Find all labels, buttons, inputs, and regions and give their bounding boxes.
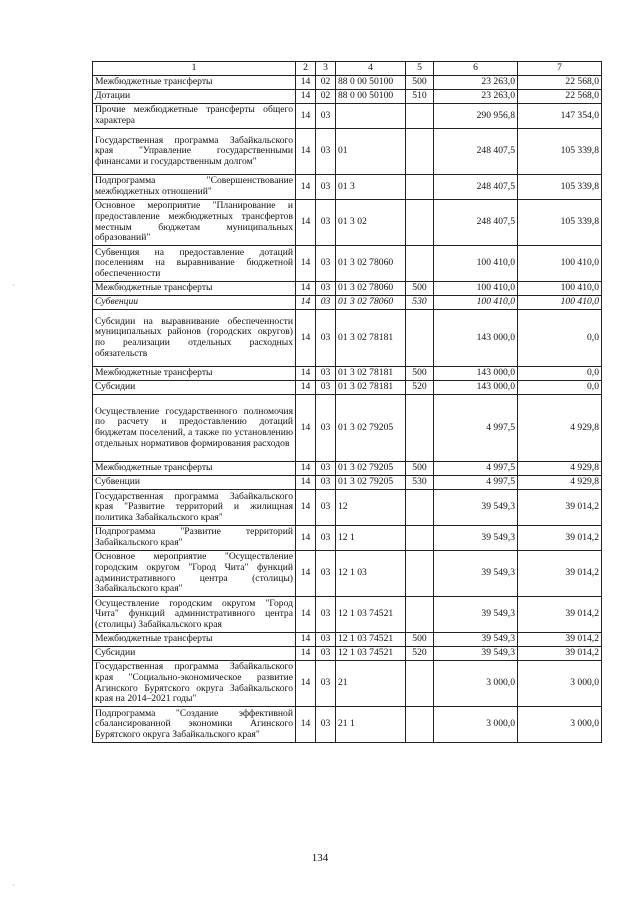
margin-mark: · xyxy=(12,880,15,890)
table-row xyxy=(93,395,602,462)
table-row xyxy=(93,551,602,597)
cell-subsection: 03 xyxy=(316,597,336,633)
cell-subsection: 03 xyxy=(316,282,336,296)
cell-target-article: 12 1 03 74521 xyxy=(336,633,406,647)
cell-name: Субвенция на предоставление дотаций поселениям на выравнивание бюджетной обеспеченности xyxy=(93,246,296,282)
header-col-6: 6 xyxy=(434,62,518,76)
cell-name: Дотации xyxy=(93,90,296,104)
cell-subsection: 03 xyxy=(316,633,336,647)
cell-name: Государственная программа Забайкальского края "Социально-экономическое развитие Агинского Бурятского округа Забайкальского края на 2014–2021 годы" xyxy=(93,661,296,707)
cell-amount-year-2: 22 568,0 xyxy=(518,76,602,90)
cell-expense-type: 510 xyxy=(406,90,434,104)
table-row xyxy=(93,282,602,296)
cell-section: 14 xyxy=(296,633,316,647)
cell-amount-year-2: 4 929,8 xyxy=(518,462,602,476)
cell-amount-year-1: 4 997,5 xyxy=(434,476,518,490)
cell-amount-year-1: 100 410,0 xyxy=(434,246,518,282)
cell-amount-year-2: 105 339,8 xyxy=(518,175,602,200)
cell-expense-type xyxy=(406,175,434,200)
cell-target-article: 01 3 02 78181 xyxy=(336,381,406,395)
cell-section: 14 xyxy=(296,310,316,367)
cell-subsection: 03 xyxy=(316,200,336,246)
cell-amount-year-1: 143 000,0 xyxy=(434,381,518,395)
cell-expense-type: 530 xyxy=(406,296,434,310)
cell-subsection: 03 xyxy=(316,310,336,367)
cell-amount-year-2: 0,0 xyxy=(518,381,602,395)
cell-target-article: 21 1 xyxy=(336,707,406,743)
cell-name: Субвенции xyxy=(93,296,296,310)
table-header-row xyxy=(93,62,602,76)
cell-amount-year-2: 105 339,8 xyxy=(518,129,602,175)
cell-name: Основное мероприятие "Планирование и предоставление межбюджетных трансфертов местным бюджетам муниципальных образований" xyxy=(93,200,296,246)
cell-name: Подпрограмма "Совершенствование межбюджетных отношений" xyxy=(93,175,296,200)
table-row xyxy=(93,597,602,633)
cell-subsection: 03 xyxy=(316,381,336,395)
cell-expense-type xyxy=(406,551,434,597)
cell-section: 14 xyxy=(296,296,316,310)
cell-amount-year-1: 143 000,0 xyxy=(434,367,518,381)
cell-expense-type: 500 xyxy=(406,367,434,381)
cell-amount-year-1: 100 410,0 xyxy=(434,296,518,310)
cell-amount-year-1: 248 407,5 xyxy=(434,175,518,200)
cell-subsection: 03 xyxy=(316,462,336,476)
cell-expense-type: 520 xyxy=(406,647,434,661)
table-row xyxy=(93,76,602,90)
cell-amount-year-1: 23 263,0 xyxy=(434,90,518,104)
cell-amount-year-2: 39 014,2 xyxy=(518,647,602,661)
cell-amount-year-1: 4 997,5 xyxy=(434,462,518,476)
table-row xyxy=(93,661,602,707)
cell-name: Межбюджетные трансферты xyxy=(93,462,296,476)
cell-section: 14 xyxy=(296,661,316,707)
cell-amount-year-1: 100 410,0 xyxy=(434,282,518,296)
cell-amount-year-2: 39 014,2 xyxy=(518,551,602,597)
cell-section: 14 xyxy=(296,175,316,200)
cell-subsection: 03 xyxy=(316,175,336,200)
cell-name: Государственная программа Забайкальского края "Управление государственными финансами и государственным долгом" xyxy=(93,129,296,175)
cell-amount-year-1: 39 549,3 xyxy=(434,490,518,526)
page-number: 134 xyxy=(311,852,329,864)
cell-target-article: 01 3 02 79205 xyxy=(336,462,406,476)
table-row xyxy=(93,476,602,490)
cell-expense-type xyxy=(406,490,434,526)
header-col-3: 3 xyxy=(316,62,336,76)
cell-amount-year-1: 39 549,3 xyxy=(434,526,518,551)
cell-subsection: 03 xyxy=(316,129,336,175)
cell-subsection: 03 xyxy=(316,104,336,129)
cell-target-article: 01 3 02 79205 xyxy=(336,476,406,490)
cell-expense-type: 520 xyxy=(406,381,434,395)
cell-subsection: 03 xyxy=(316,296,336,310)
cell-amount-year-2: 105 339,8 xyxy=(518,200,602,246)
cell-amount-year-2: 147 354,0 xyxy=(518,104,602,129)
cell-target-article: 12 xyxy=(336,490,406,526)
cell-target-article: 21 xyxy=(336,661,406,707)
cell-amount-year-2: 22 568,0 xyxy=(518,90,602,104)
cell-expense-type xyxy=(406,597,434,633)
cell-section: 14 xyxy=(296,395,316,462)
header-col-5: 5 xyxy=(406,62,434,76)
cell-expense-type: 500 xyxy=(406,633,434,647)
table-row xyxy=(93,490,602,526)
cell-amount-year-2: 100 410,0 xyxy=(518,296,602,310)
cell-subsection: 03 xyxy=(316,526,336,551)
cell-section: 14 xyxy=(296,246,316,282)
cell-amount-year-2: 0,0 xyxy=(518,367,602,381)
cell-expense-type xyxy=(406,707,434,743)
cell-target-article: 12 1 03 xyxy=(336,551,406,597)
cell-expense-type xyxy=(406,395,434,462)
cell-section: 14 xyxy=(296,490,316,526)
cell-name: Подпрограмма "Развитие территорий Забайкальского края" xyxy=(93,526,296,551)
cell-section: 14 xyxy=(296,90,316,104)
cell-expense-type: 500 xyxy=(406,462,434,476)
cell-amount-year-2: 0,0 xyxy=(518,310,602,367)
cell-amount-year-1: 23 263,0 xyxy=(434,76,518,90)
cell-subsection: 02 xyxy=(316,90,336,104)
header-col-7: 7 xyxy=(518,62,602,76)
cell-name: Субсидии на выравнивание обеспеченности муниципальных районов (городских округов) по реализации отдельных расходных обязательств xyxy=(93,310,296,367)
cell-section: 14 xyxy=(296,647,316,661)
cell-target-article xyxy=(336,104,406,129)
cell-target-article: 01 3 02 78181 xyxy=(336,310,406,367)
cell-amount-year-1: 3 000,0 xyxy=(434,707,518,743)
cell-subsection: 03 xyxy=(316,661,336,707)
cell-target-article: 01 3 02 78060 xyxy=(336,246,406,282)
cell-amount-year-2: 39 014,2 xyxy=(518,490,602,526)
cell-name: Осуществление городским округом "Город Чита" функций административного центра (столицы) Забайкальского края xyxy=(93,597,296,633)
cell-name: Основное мероприятие "Осуществление городским округом "Город Чита" функций административного центра (столицы) Забайкальского края" xyxy=(93,551,296,597)
budget-table xyxy=(92,61,602,743)
cell-target-article: 88 0 00 50100 xyxy=(336,76,406,90)
cell-section: 14 xyxy=(296,282,316,296)
cell-amount-year-1: 39 549,3 xyxy=(434,597,518,633)
cell-name: Подпрограмма "Создание эффективной сбалансированной экономики Агинского Бурятского округа Забайкальского края" xyxy=(93,707,296,743)
cell-target-article: 01 3 02 78060 xyxy=(336,296,406,310)
cell-subsection: 03 xyxy=(316,395,336,462)
cell-expense-type xyxy=(406,129,434,175)
cell-target-article: 12 1 xyxy=(336,526,406,551)
cell-expense-type xyxy=(406,661,434,707)
cell-amount-year-2: 3 000,0 xyxy=(518,661,602,707)
cell-section: 14 xyxy=(296,104,316,129)
cell-expense-type xyxy=(406,526,434,551)
cell-expense-type: 500 xyxy=(406,282,434,296)
cell-amount-year-1: 39 549,3 xyxy=(434,633,518,647)
cell-name: Межбюджетные трансферты xyxy=(93,76,296,90)
cell-expense-type xyxy=(406,104,434,129)
cell-name: Государственная программа Забайкальского края "Развитие территорий и жилищная политика Забайкальского края" xyxy=(93,490,296,526)
cell-amount-year-2: 39 014,2 xyxy=(518,526,602,551)
cell-section: 14 xyxy=(296,476,316,490)
cell-amount-year-1: 248 407,5 xyxy=(434,129,518,175)
cell-expense-type xyxy=(406,200,434,246)
cell-subsection: 03 xyxy=(316,551,336,597)
cell-name: Субвенции xyxy=(93,476,296,490)
table-row xyxy=(93,647,602,661)
cell-name: Прочие межбюджетные трансферты общего характера xyxy=(93,104,296,129)
table-row xyxy=(93,367,602,381)
cell-amount-year-1: 290 956,8 xyxy=(434,104,518,129)
cell-name: Субсидии xyxy=(93,647,296,661)
cell-section: 14 xyxy=(296,526,316,551)
cell-name: Межбюджетные трансферты xyxy=(93,282,296,296)
header-col-4: 4 xyxy=(336,62,406,76)
cell-section: 14 xyxy=(296,462,316,476)
cell-subsection: 03 xyxy=(316,490,336,526)
cell-amount-year-1: 39 549,3 xyxy=(434,551,518,597)
cell-section: 14 xyxy=(296,551,316,597)
cell-name: Осуществление государственного полномочия по расчету и предоставлению дотаций бюджетам поселений, а также по установлению отдельных нормативов формирования расходов xyxy=(93,395,296,462)
cell-target-article: 01 3 02 79205 xyxy=(336,395,406,462)
cell-subsection: 03 xyxy=(316,367,336,381)
table-row xyxy=(93,633,602,647)
cell-amount-year-1: 4 997,5 xyxy=(434,395,518,462)
cell-target-article: 01 3 xyxy=(336,175,406,200)
cell-subsection: 03 xyxy=(316,246,336,282)
cell-section: 14 xyxy=(296,367,316,381)
cell-expense-type xyxy=(406,246,434,282)
cell-target-article: 01 3 02 78060 xyxy=(336,282,406,296)
cell-expense-type: 530 xyxy=(406,476,434,490)
cell-amount-year-2: 4 929,8 xyxy=(518,395,602,462)
cell-name: Межбюджетные трансферты xyxy=(93,367,296,381)
table-row xyxy=(93,707,602,743)
cell-section: 14 xyxy=(296,200,316,246)
margin-mark: · xyxy=(12,280,15,290)
header-col-2: 2 xyxy=(296,62,316,76)
cell-target-article: 12 1 03 74521 xyxy=(336,647,406,661)
cell-amount-year-1: 39 549,3 xyxy=(434,647,518,661)
cell-target-article: 12 1 03 74521 xyxy=(336,597,406,633)
cell-section: 14 xyxy=(296,381,316,395)
cell-subsection: 02 xyxy=(316,76,336,90)
cell-target-article: 01 3 02 xyxy=(336,200,406,246)
table-row xyxy=(93,310,602,367)
table-row xyxy=(93,90,602,104)
cell-section: 14 xyxy=(296,76,316,90)
cell-amount-year-2: 4 929,8 xyxy=(518,476,602,490)
header-col-1: 1 xyxy=(93,62,296,76)
table-row xyxy=(93,526,602,551)
cell-section: 14 xyxy=(296,129,316,175)
cell-amount-year-1: 248 407,5 xyxy=(434,200,518,246)
cell-target-article: 01 xyxy=(336,129,406,175)
table-row xyxy=(93,104,602,129)
cell-amount-year-2: 100 410,0 xyxy=(518,246,602,282)
cell-target-article: 01 3 02 78181 xyxy=(336,367,406,381)
cell-section: 14 xyxy=(296,597,316,633)
cell-section: 14 xyxy=(296,707,316,743)
cell-expense-type: 500 xyxy=(406,76,434,90)
cell-amount-year-1: 3 000,0 xyxy=(434,661,518,707)
table-row xyxy=(93,175,602,200)
cell-target-article: 88 0 00 50100 xyxy=(336,90,406,104)
table-row xyxy=(93,246,602,282)
table-row xyxy=(93,296,602,310)
cell-amount-year-2: 3 000,0 xyxy=(518,707,602,743)
table-body xyxy=(93,76,602,743)
cell-subsection: 03 xyxy=(316,707,336,743)
table-row xyxy=(93,129,602,175)
cell-subsection: 03 xyxy=(316,476,336,490)
cell-amount-year-2: 39 014,2 xyxy=(518,597,602,633)
table-row xyxy=(93,462,602,476)
cell-name: Субсидии xyxy=(93,381,296,395)
cell-amount-year-2: 39 014,2 xyxy=(518,633,602,647)
cell-expense-type xyxy=(406,310,434,367)
table-row xyxy=(93,381,602,395)
cell-amount-year-2: 100 410,0 xyxy=(518,282,602,296)
table-row xyxy=(93,200,602,246)
cell-amount-year-1: 143 000,0 xyxy=(434,310,518,367)
cell-name: Межбюджетные трансферты xyxy=(93,633,296,647)
cell-subsection: 03 xyxy=(316,647,336,661)
